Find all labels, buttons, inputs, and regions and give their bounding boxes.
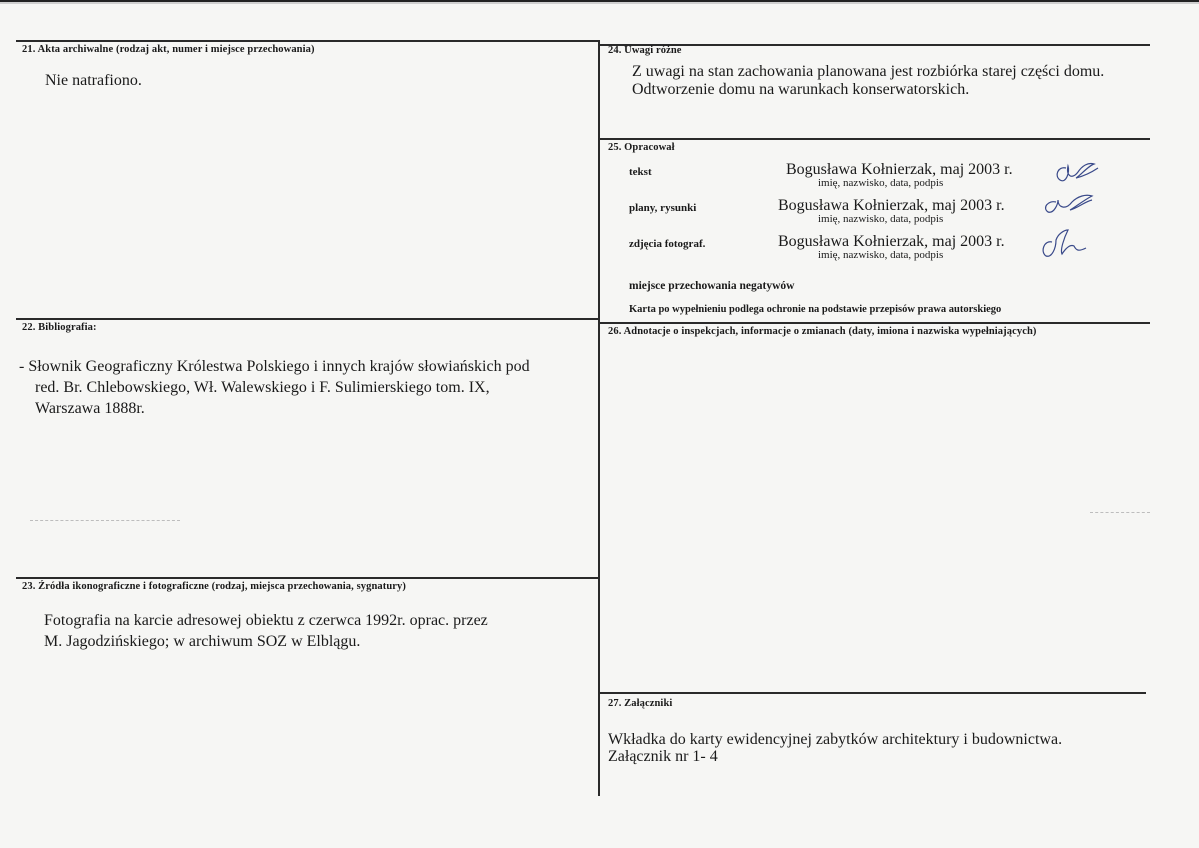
- author-row-text-caption: imię, nazwisko, data, podpis: [818, 177, 944, 189]
- bibliography-line-2: red. Br. Chlebowskiego, Wł. Walewskiego i F. Sulimierskiego tom. IX,: [35, 379, 490, 396]
- copyright-notice: Karta po wypełnieniu podlega ochronie na podstawie przepisów prawa autorskiego: [629, 304, 1002, 315]
- signature-1: [1052, 158, 1102, 186]
- section-25-label: 25. Opracował: [608, 142, 675, 153]
- author-row-plans-caption: imię, nazwisko, data, podpis: [818, 213, 944, 225]
- signature-3: [1038, 226, 1094, 260]
- author-row-text-key: tekst: [629, 166, 652, 178]
- remarks-line-2: Odtworzenie domu na warunkach konserwatorskich.: [632, 81, 970, 98]
- attachments-line-2: Załącznik nr 1- 4: [608, 748, 718, 765]
- page-top-edge: [0, 0, 1199, 6]
- bibliography-line-1: - Słownik Geograficzny Królestwa Polskiego i innych krajów słowiańskich pod: [19, 358, 530, 375]
- author-row-photos-key: zdjęcia fotograf.: [629, 238, 706, 250]
- section-27-label: 27. Załączniki: [608, 698, 673, 709]
- section-21-text: Nie natrafiono.: [45, 72, 142, 89]
- center-divider: [598, 40, 600, 796]
- author-row-plans-name: Bogusława Kołnierzak, maj 2003 r.: [778, 197, 1005, 214]
- section-21-label: 21. Akta archiwalne (rodzaj akt, numer i miejsce przechowania): [22, 44, 315, 55]
- divider-25-top: [598, 138, 1150, 140]
- author-row-plans-key: plany, rysunki: [629, 202, 697, 214]
- author-row-photos-name: Bogusława Kołnierzak, maj 2003 r.: [778, 233, 1005, 250]
- section-24-label: 24. Uwagi różne: [608, 45, 682, 56]
- remarks-line-1: Z uwagi na stan zachowania planowana jest rozbiórka starej części domu.: [632, 63, 1105, 80]
- section-22-label: 22. Bibliografia:: [22, 322, 97, 333]
- iconography-line-2: M. Jagodzińskiego; w archiwum SOZ w Elblągu.: [44, 633, 361, 650]
- faint-mark: [30, 520, 180, 521]
- divider-21-top: [16, 40, 599, 42]
- author-row-photos-caption: imię, nazwisko, data, podpis: [818, 249, 944, 261]
- faint-mark: [1090, 512, 1150, 513]
- negatives-storage-label: miejsce przechowania negatywów: [629, 280, 795, 292]
- iconography-line-1: Fotografia na karcie adresowej obiektu z czerwca 1992r. oprac. przez: [44, 612, 488, 629]
- divider-26-top: [598, 322, 1150, 324]
- divider-23-top: [16, 577, 599, 579]
- bibliography-line-3: Warszawa 1888r.: [35, 400, 145, 417]
- signature-2: [1040, 192, 1096, 218]
- divider-22-top: [16, 318, 599, 320]
- attachments-line-1: Wkładka do karty ewidencyjnej zabytków architektury i budownictwa.: [608, 731, 1063, 748]
- divider-27-top: [598, 692, 1146, 694]
- section-26-label: 26. Adnotacje o inspekcjach, informacje o zmianach (daty, imiona i nazwiska wypełniających): [608, 326, 1037, 337]
- section-23-label: 23. Źródła ikonograficzne i fotograficzne (rodzaj, miejsca przechowania, sygnatury): [22, 581, 407, 592]
- author-row-text-name: Bogusława Kołnierzak, maj 2003 r.: [786, 161, 1013, 178]
